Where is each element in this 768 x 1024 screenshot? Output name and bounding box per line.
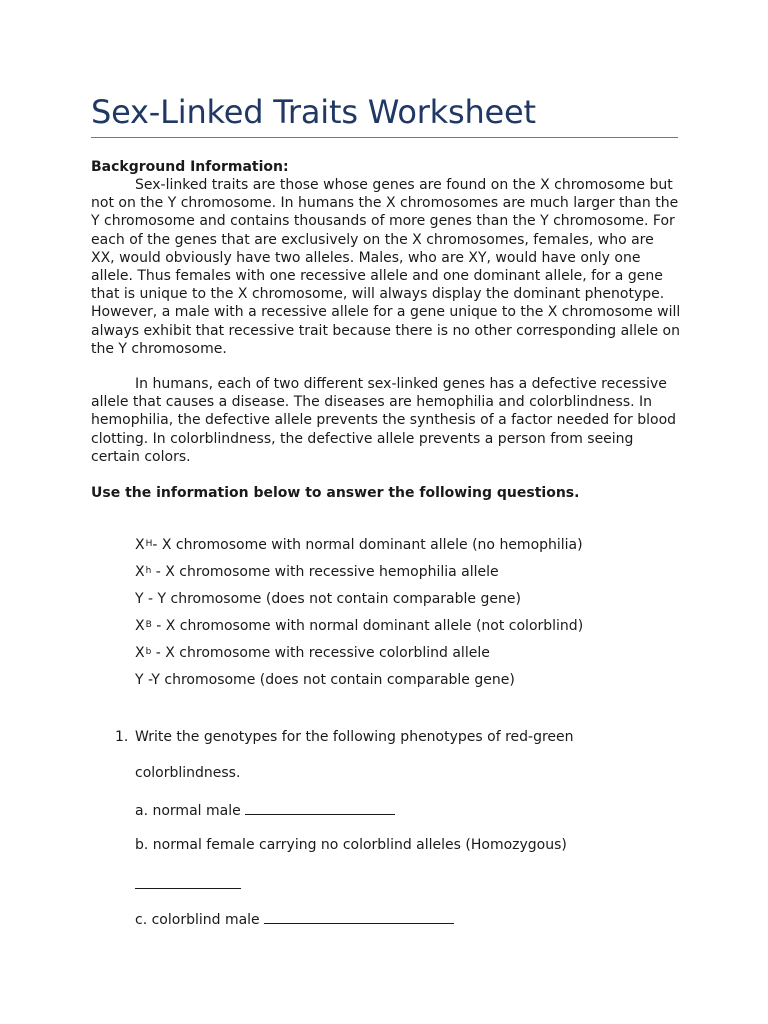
definition-item bbox=[135, 617, 583, 644]
definition-symbol: X bbox=[135, 564, 145, 580]
question-1a bbox=[135, 800, 395, 820]
definition-item bbox=[135, 671, 583, 698]
question-1c-label: c. colorblind male bbox=[135, 912, 260, 928]
definition-symbol: Y bbox=[135, 672, 144, 688]
definition-superscript: H bbox=[145, 539, 153, 549]
definition-symbol: X bbox=[135, 645, 145, 661]
definition-superscript: B bbox=[145, 620, 152, 630]
background-paragraph-1 bbox=[91, 176, 681, 358]
question-1-prompt-line-2: colorblindness. bbox=[135, 765, 241, 781]
background-paragraph-1-text: Sex-linked traits are those whose genes are found on the X chromosome but not on the Y chromosome. In humans the X chromosomes are much larger than the Y chromosome and contains thousands of more genes than the Y chromosome. For each of the genes that are exclusively on the X chromosomes, females, who are XX, would obviously have two alleles. Males, who are XY, would have only one allele. Thus females with one recessive allele and one dominant allele, for a gene that is unique to the X chromosome, will always display the dominant phenotype. However, a male with a recessive allele for a gene unique to the X chromosome will always exhibit that recessive trait because there is no other corresponding allele on the Y chromosome. bbox=[91, 177, 681, 357]
definition-item bbox=[135, 536, 583, 563]
allele-definitions-list bbox=[135, 536, 583, 698]
answer-blank-1c[interactable] bbox=[264, 909, 454, 924]
definition-text: -Y chromosome (does not contain comparable gene) bbox=[143, 672, 515, 688]
question-1b-answer-row bbox=[135, 874, 241, 894]
definition-item bbox=[135, 590, 583, 617]
definition-superscript: b bbox=[145, 647, 152, 657]
definition-item bbox=[135, 644, 583, 671]
definition-text: - X chromosome with normal dominant allele (not colorblind) bbox=[151, 618, 584, 634]
background-paragraph-2 bbox=[91, 375, 681, 466]
question-1a-label: a. normal male bbox=[135, 803, 241, 819]
definition-item bbox=[135, 563, 583, 590]
question-1-number: 1. bbox=[115, 729, 129, 745]
definition-symbol: X bbox=[135, 618, 145, 634]
question-1b: b. normal female carrying no colorblind alleles (Homozygous) bbox=[135, 837, 567, 853]
definition-text: - X chromosome with recessive hemophilia allele bbox=[151, 564, 499, 580]
background-paragraph-2-text: In humans, each of two different sex-linked genes has a defective recessive allele that causes a disease. The diseases are hemophilia and colorblindness. In hemophilia, the defective allele prevents the synthesis of a factor needed for blood clotting. In colorblindness, the defective allele prevents a person from seeing certain colors. bbox=[91, 376, 677, 465]
title-underline bbox=[91, 137, 678, 138]
instruction-text: Use the information below to answer the following questions. bbox=[91, 485, 580, 501]
definition-superscript: h bbox=[145, 566, 152, 576]
definition-symbol: Y bbox=[135, 591, 144, 607]
answer-blank-1b[interactable] bbox=[135, 874, 241, 889]
definition-symbol: X bbox=[135, 537, 145, 553]
background-heading: Background Information: bbox=[91, 159, 289, 175]
answer-blank-1a[interactable] bbox=[245, 800, 395, 815]
question-1c bbox=[135, 909, 454, 929]
definition-text: - X chromosome with normal dominant allele (no hemophilia) bbox=[152, 537, 583, 553]
question-1-prompt-line-1: Write the genotypes for the following phenotypes of red-green bbox=[135, 729, 574, 745]
definition-text: - Y chromosome (does not contain comparable gene) bbox=[143, 591, 521, 607]
page-title: Sex-Linked Traits Worksheet bbox=[91, 93, 536, 131]
definition-text: - X chromosome with recessive colorblind allele bbox=[151, 645, 490, 661]
